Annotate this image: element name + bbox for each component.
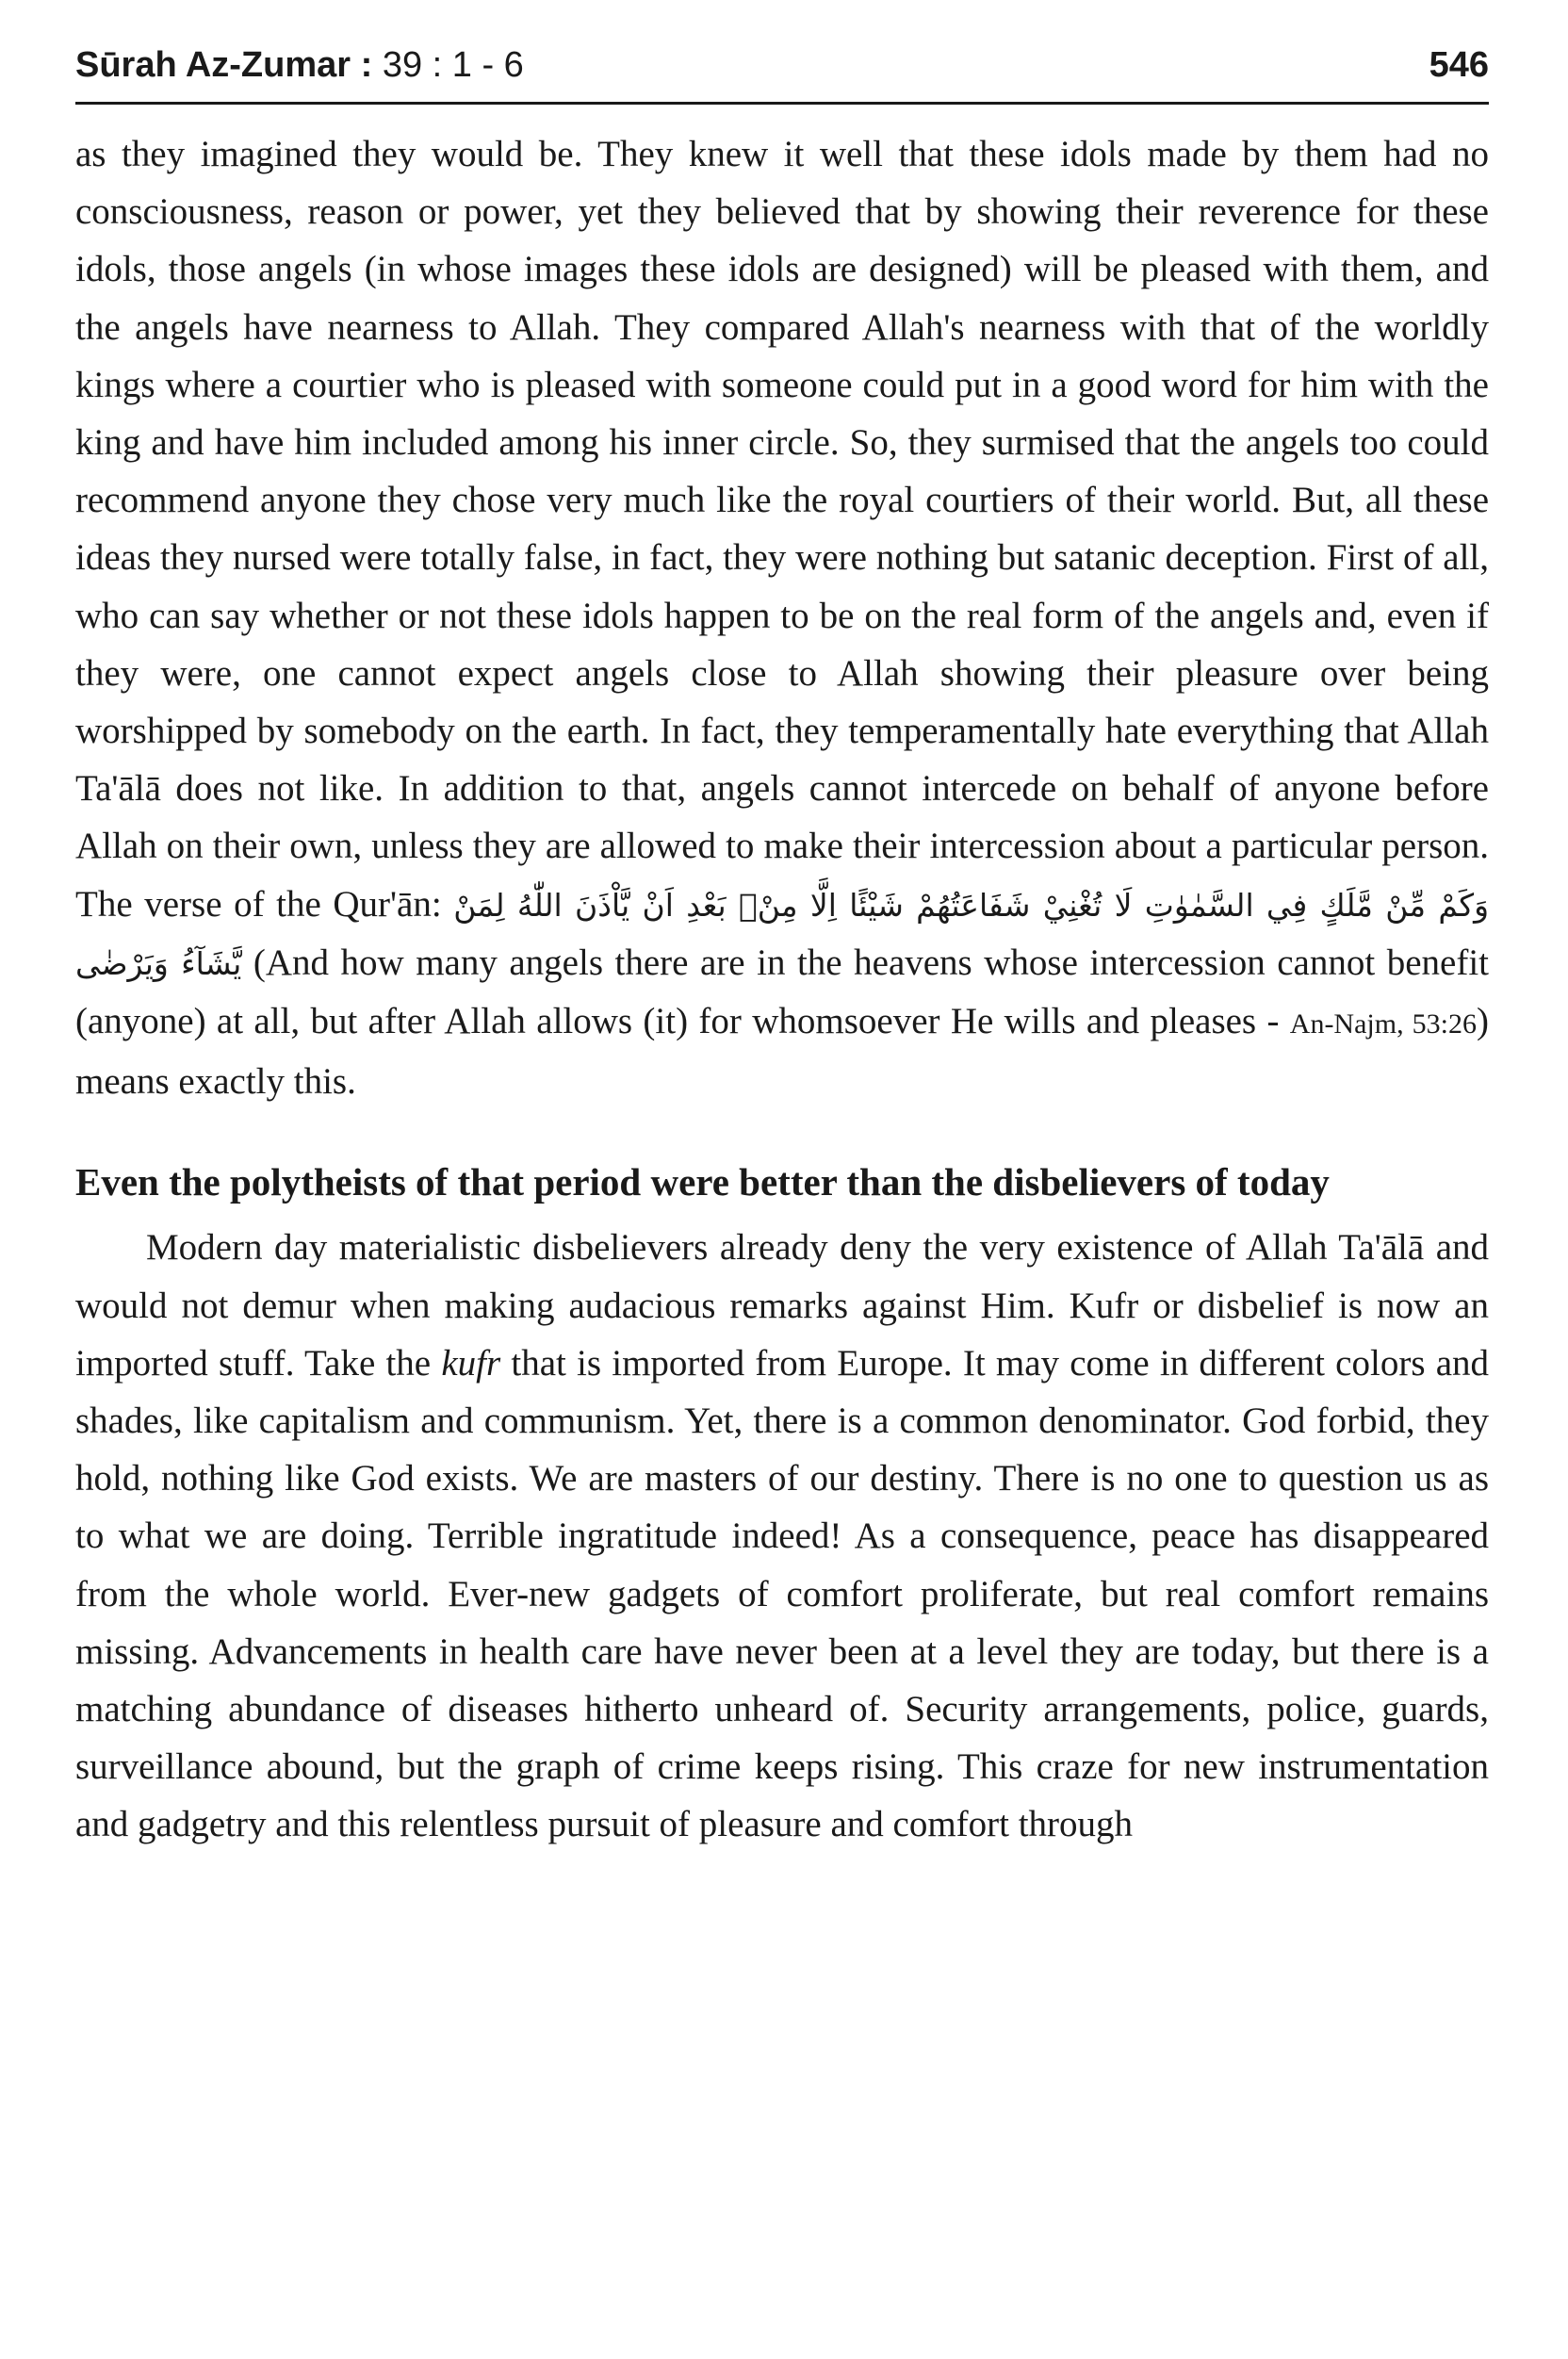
paragraph-2-text-start: Modern day materialistic disbelievers already deny the very existence of Allah Ta'ālā and would not demur when making audacious remarks against Him. Kufr or disbelief is now an imported stuff. Take the xyxy=(75,1227,1489,1384)
paragraph-1 xyxy=(75,125,1489,1110)
section-heading: Even the polytheists of that period were better than the disbelievers of today xyxy=(75,1160,1330,1204)
page-body xyxy=(75,125,1489,1854)
paragraph-2-text-end: that is imported from Europe. It may come in different colors and shades, like capitalism and communism. Yet, there is a common denominator. God forbid, they hold, nothing like God exists. We are masters of our destiny. There is no one to question us as to what we are doing. Terrible ingratitude indeed! As a consequence, peace has disappeared from the whole world. Ever-new gadgets of comfort proliferate, but real comfort remains missing. Advancements in health care have never been at a level they are today, but there is a matching abundance of diseases hitherto unheard of. Security arrangements, police, guards, surveillance abound, but the graph of crime keeps rising. This craze for new instrumentation and gadgetry and this relentless pursuit of pleasure and comfort through xyxy=(75,1342,1490,1845)
verse-source-reference: An-Najm, 53:26 xyxy=(1289,1008,1478,1040)
paragraph-2 xyxy=(75,1219,1489,1853)
surah-verse-range: 39 : 1 - 6 xyxy=(372,45,524,85)
surah-title: Sūrah Az-Zumar : xyxy=(75,45,373,85)
paragraph-1-text: as they imagined they would be. They knew it well that these idols made by them had no consciousness, reason or power, yet they believed that by showing their reverence for these idols, those angels (in whose images these idols are designed) will be pleased with them, and the angels have nearness to Allah. They compared Allah's nearness with that of the worldly kings where a courtier who is pleased with someone could put in a good word for him with the king and have him included among his inner circle. So, they surmised that the angels too could recommend anyone they chose very much like the royal courtiers of their world. But, all these ideas they nursed were totally false, in fact, they were nothing but satanic deception. First of all, who can say whether or not these idols happen to be on the real form of the angels and, even if they were, one cannot expect angels close to Allah showing their pleasure over being worshipped by somebody on the earth. In fact, they temperamentally hate everything that Allah Ta'ālā does not like. In addition to that, angels cannot intercede on behalf of anyone before Allah on their own, unless they are allowed to make their intercession about a particular person. The verse of the Qur'ān: xyxy=(75,134,1489,925)
book-page xyxy=(75,45,1489,1854)
italic-term-kufr: kufr xyxy=(441,1342,501,1384)
paragraph-1-end: ) means exactly this. xyxy=(75,1001,1490,1103)
running-header xyxy=(75,45,1489,105)
arabic-verse: وَكَمْ مِّنْ مَّلَكٍ فِي السَّمٰوٰتِ لَا تُغْنِيْ شَفَاعَتُهُمْ شَيْئًا اِلَّا مِنْۢ بَعْدِ اَنْ يَّاْذَنَ اللّٰهُ لِمَنْ يَّشَآءُ وَيَرْضٰى xyxy=(75,886,1489,982)
surah-reference xyxy=(75,45,524,86)
verse-translation: (And how many angels there are in the heavens whose intercession cannot benefit (anyone) at all, but after Allah allows (it) for whomsoever He wills and pleases - xyxy=(75,942,1489,1042)
page-number: 546 xyxy=(1429,45,1489,85)
